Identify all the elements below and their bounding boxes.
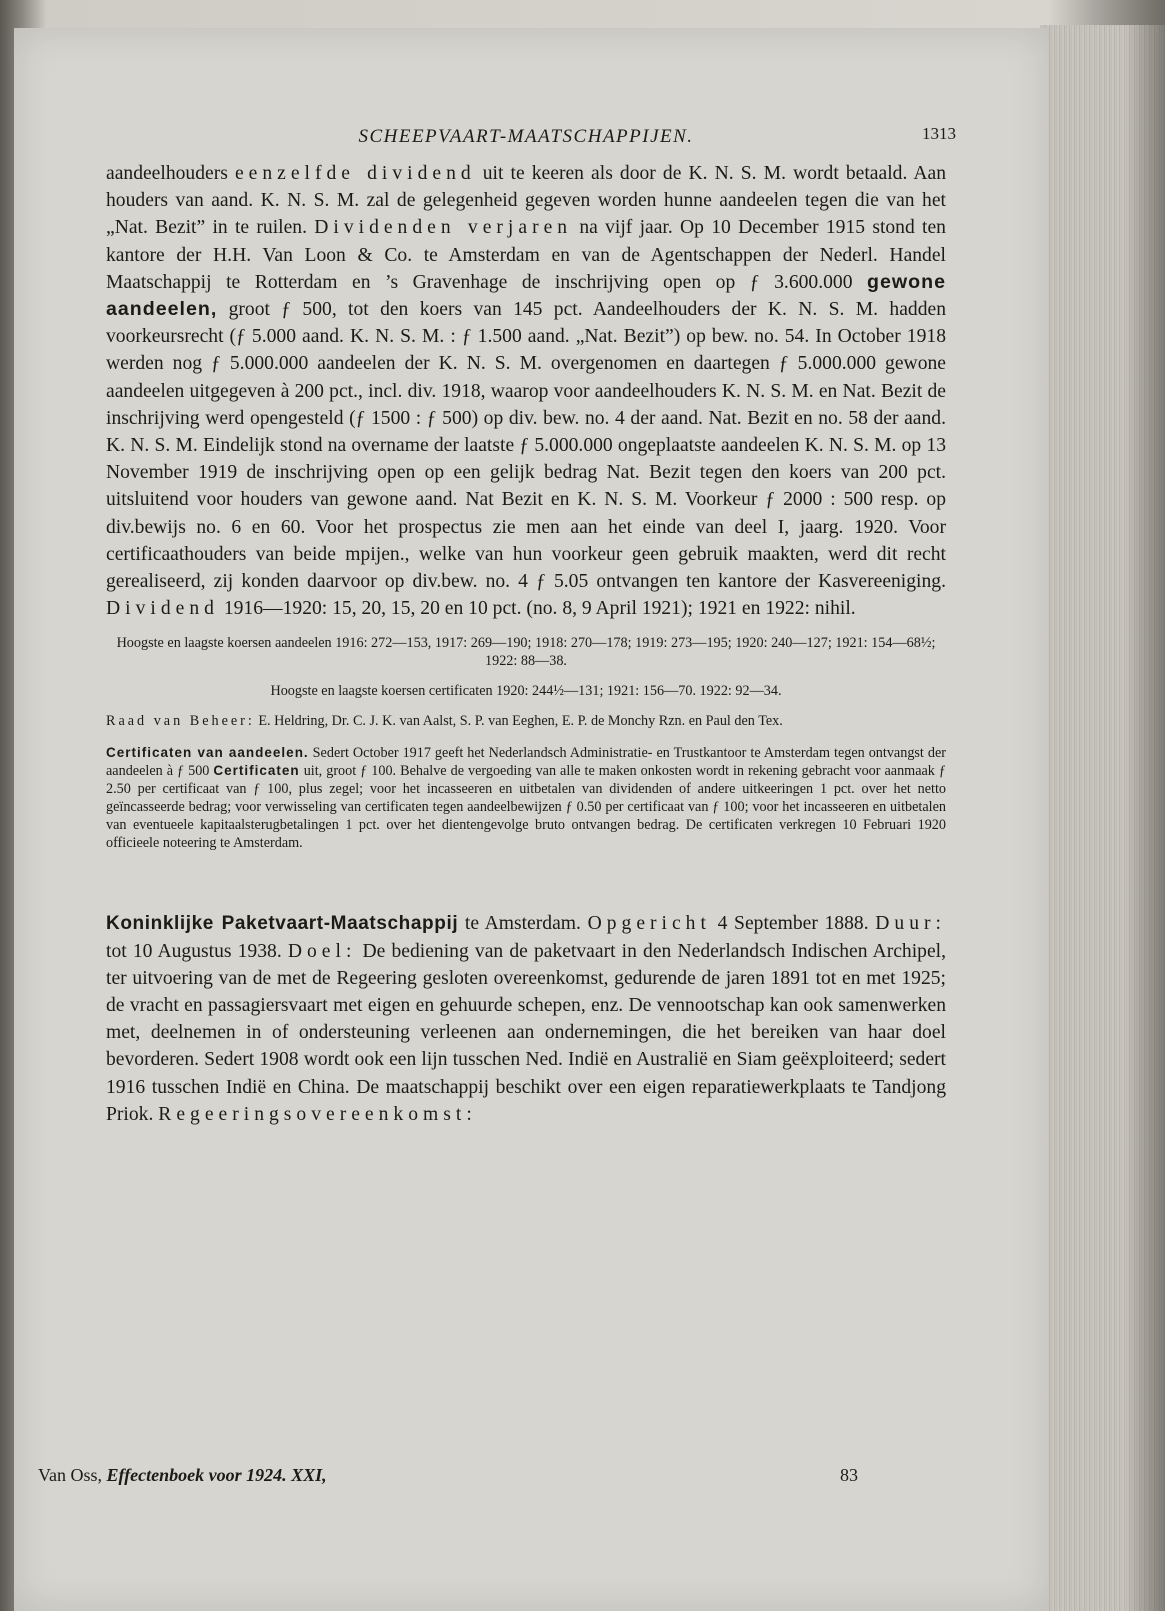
certificaten-paragraph <box>106 744 946 852</box>
duur-label: Duur: <box>875 913 946 935</box>
text-run: aandeelhouders <box>106 163 235 184</box>
text-run: te Amsterdam. <box>458 913 588 935</box>
raad-van-beheer <box>106 712 946 730</box>
text-run: Sedert October 1917 geeft het Nederlandsch Administratie- en Trustkantoor te Amsterdam tegen ontvangst der aandeelen à ƒ 500 <box>106 745 946 780</box>
book-page <box>14 28 1049 1611</box>
doel-label: Doel: <box>287 940 357 962</box>
footer-book-title: Effectenboek voor 1924. <box>106 1465 287 1485</box>
kpm-entry <box>106 910 946 1128</box>
text-run: De bediening van de paketvaart in den Nederlandsch Indischen Archipel, ter uitvoering van de met de Regeering gesloten overeenkomst, gedurende de jaren 1891 tot en met 1925; de vracht en passagiersvaart met eigen en gehuurde schepen, enz. De vennootschap kan ook samenwerken met, deelnemen in of ondersteuning verleenen aan ondernemingen, die het bereiken van haar doel bevorderen. Sedert 1908 wordt ook een lijn tusschen Ned. Indië en Australië en Siam geëxploiteerd; sedert 1916 tusschen Indië en China. De maatschappij beschikt over een eigen reparatiewerkplaats te Tandjong Priok. <box>106 940 946 1125</box>
footer-publisher: Van Oss, <box>38 1465 107 1485</box>
text-run: 4 September 1888. <box>710 913 876 935</box>
running-title: SCHEEPVAART-MAATSCHAPPIJEN. <box>358 126 694 147</box>
koersen-block <box>106 634 946 700</box>
certificaten-label: Certificaten van aandeelen. <box>106 745 309 761</box>
page-number: 1313 <box>922 124 956 143</box>
raad-label: Raad van Beheer: <box>106 713 255 730</box>
text-run: na vijf jaar. Op 10 December 1915 stond ten kantore der H.H. Van Loon & Co. te Amsterdam en van de Agentschappen der Nederl. Handel Maatschappij te Rotterdam en ’s Gravenhage de inschrijving open op ƒ 3.600.000 <box>106 217 946 293</box>
page-edges <box>1040 25 1165 1611</box>
text-run: 1916—1920: 15, 20, 15, 20 en 10 pct. (no. 8, 9 April 1921); 1921 en 1922: nihil. <box>218 598 856 620</box>
text-run: tot 10 Augustus 1938. <box>106 940 288 962</box>
running-head <box>106 120 956 160</box>
koersen-certificaten: Hoogste en laagste koersen certificaten 1920: 244½—131; 1921: 156—70. 1922: 92—34. <box>270 683 782 700</box>
text-run: groot ƒ 500, tot den koers van 145 pct. Aandeelhouders der K. N. S. M. hadden voorkeursrecht (ƒ 5.000 aand. K. N. S. M. : ƒ 1.500 aand. „Nat. Bezit”) op bew. no. 54. In October 1918 werden nog ƒ 5.000.000 aandeelen der K. N. S. M. overgenomen en daartegen ƒ 5.000.000 gewone aandeelen uitgegeven à 200 pct., incl. div. 1918, waarop voor aandeelhouders K. N. S. M. en Nat. Bezit de inschrijving werd opengesteld (ƒ 1500 : ƒ 500) op div. bew. no. 4 der aand. Nat. Bezit en no. 58 der aand. K. N. S. M. Eindelijk stond na overname der laatste ƒ 5.000.000 ongeplaatste aandeelen K. N. S. M. op 13 November 1919 de inschrijving open op een gelijk bedrag Nat. Bezit tegen den koers van 200 pct. uitsluitend voor houders van gewone aand. Nat Bezit en K. N. S. M. Voorkeur ƒ 2000 : 500 resp. op div.bewijs no. 6 en 60. Voor het prospectus zie men aan het einde van deel I, jaarg. 1920. Voor certificaathouders van beide mpijen., welke van hun voorkeur geen gebruik maakten, werd dit recht gerealiseerd, zij konden daarvoor op div.bew. no. 4 ƒ 5.05 ontvangen ten kantore der Kasvereeniging. <box>106 299 946 593</box>
company-name: Koninklijke Paketvaart-Maatschappij <box>106 913 459 935</box>
section-spacer <box>106 866 946 910</box>
raad-text: E. Heldring, Dr. C. J. K. van Aalst, S. P. van Eeghen, E. P. de Monchy Rzn. en Paul den Tex. <box>254 713 783 730</box>
footer-source <box>38 1465 327 1486</box>
koersen-aandeelen: Hoogste en laagste koersen aandeelen 1916: 272—153, 1917: 269—190; 1918: 270—178; 1919: 273—195; 1920: 240—127; 1921: 154—68½; 1922: 88—38. <box>116 635 936 670</box>
certificaten-term: Certificaten <box>213 763 300 779</box>
paragraph-nat-bezit <box>106 160 946 622</box>
footer-sheet-number: 83 <box>840 1465 858 1485</box>
text-run: uit, groot ƒ 100. Behalve de vergoeding van alle te maken onkosten wordt in rekening gebracht voor aanmaak ƒ 2.50 per certificaat van ƒ 100, plus zegel; voor het incasseeren en uitbetalen van dividenden of andere uitkeeringen 1 pct. over het netto geïncasseerde bedrag; voor verwisseling van certificaten tegen aandeelbewijzen ƒ 0.50 per certificaat van ƒ 100; voor het incasseeren en uitbetalen van eventueele kapitaalsterugbetalingen 1 pct. over het dientengevolge bruto ontvangen bedrag. De certificaten verkregen 10 Februari 1920 officieele noteering te Amsterdam. <box>106 763 946 852</box>
footer-volume: XXI, <box>286 1465 327 1485</box>
opgericht-label: Opgericht <box>587 913 711 935</box>
regeeringsovereenkomst-label: Regeeringsovereenkomst: <box>158 1103 477 1125</box>
spaced-term: eenzelfde dividend <box>234 163 476 184</box>
spaced-term: Dividend <box>106 598 219 620</box>
spaced-term: Dividenden verjaren <box>314 217 573 239</box>
bold-term: gewone aandeelen, <box>106 270 946 321</box>
text-run: uit te keeren als door de K. N. S. M. wordt betaald. Aan houders van aand. K. N. S. M. zal de gelegenheid gegeven worden hunne aandeelen tegen die van het „Nat. Bezit” in te ruilen. <box>106 163 946 239</box>
page-content <box>106 120 956 1128</box>
